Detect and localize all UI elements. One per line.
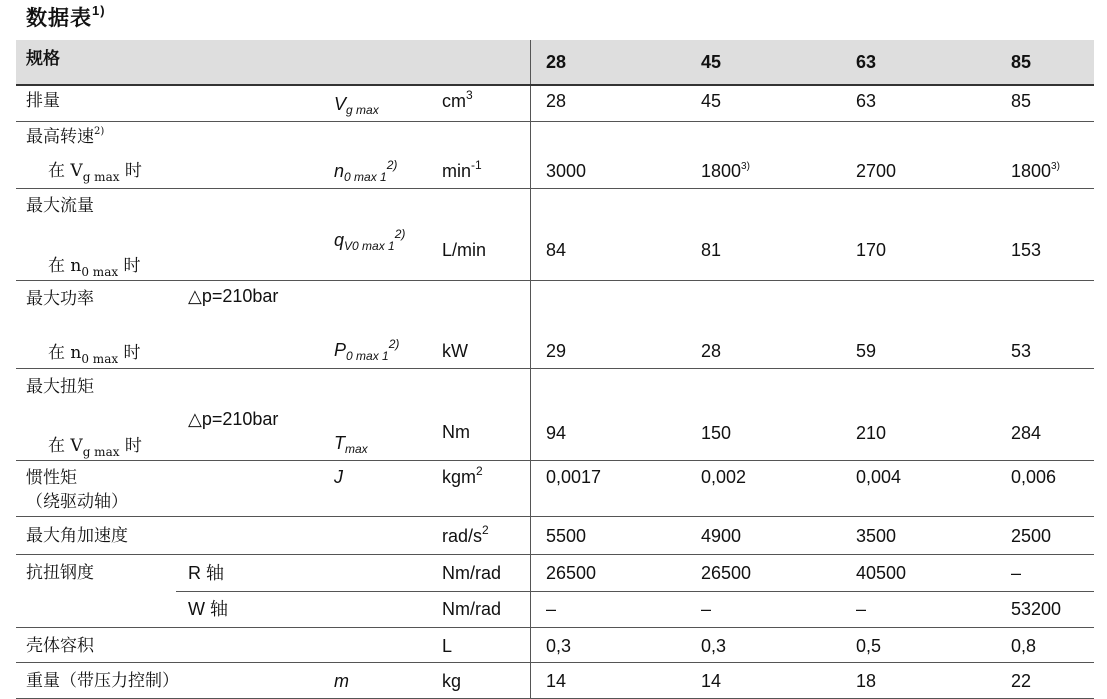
value-cell: 0,3 (546, 636, 572, 656)
row-label: 最大角加速度 (26, 526, 128, 546)
table-row-stiffness-r (16, 555, 1094, 591)
title-text: 数据表 (26, 7, 92, 30)
row-symbol: J (334, 467, 343, 487)
row-symbol: $P_{0 max 1}^{2)}$ (334, 337, 400, 363)
header-label: 规格 (26, 49, 60, 69)
row-unit: Nm/rad (442, 599, 502, 619)
row-unit: Nm (442, 422, 470, 442)
header-size-28: 28 (546, 52, 567, 72)
value-cell: – (546, 599, 557, 619)
value-cell: 2500 (1011, 526, 1052, 546)
row-unit: kW (442, 341, 468, 361)
value-cell: 0,0017 (546, 467, 602, 487)
axis-label-w: W 轴 (188, 599, 228, 619)
row-unit: rad/$s^2$ (442, 523, 489, 546)
value-cell: 84 (546, 240, 567, 260)
table-row-max-flow (16, 189, 1094, 280)
table-row-inertia (16, 461, 1094, 516)
value-cell: 85 (1011, 91, 1032, 111)
value-cell: 5500 (546, 526, 587, 546)
value-cell: 81 (701, 240, 722, 260)
value-cell: 45 (701, 91, 722, 111)
value-cell: 59 (856, 341, 877, 361)
value-cell: 28 (701, 341, 722, 361)
row-symbol: $q_{V0 max 1}^{2)}$ (334, 227, 406, 253)
value-cell: 0,002 (701, 467, 747, 487)
row-label: 惯性矩 (26, 468, 77, 488)
row-unit: L/min (442, 240, 487, 260)
value-cell: 14 (546, 671, 567, 691)
value-cell: 170 (856, 240, 887, 260)
row-label: 重量（带压力控制） (26, 671, 179, 691)
row-label: 抗扭钢度 (26, 563, 94, 583)
table-row-max-speed (16, 122, 1094, 188)
table-header-row (16, 40, 1094, 84)
table-row-max-torque (16, 369, 1094, 460)
row-unit: Nm/rad (442, 563, 502, 583)
header-size-85: 85 (1011, 52, 1032, 72)
value-cell: 1800$^{3)}$ (701, 161, 750, 181)
value-cell: 4900 (701, 526, 742, 546)
value-cell: 0,006 (1011, 467, 1057, 487)
value-cell: – (701, 599, 712, 619)
value-cell: 0,5 (856, 636, 882, 656)
header-size-45: 45 (701, 52, 722, 72)
value-cell: 53 (1011, 341, 1032, 361)
row-sub-label: 在 $n_{0 max}$ 时 (48, 256, 141, 279)
row-unit: kgm$^2$ (442, 464, 483, 487)
value-cell: 1800$^{3)}$ (1011, 161, 1060, 181)
value-cell: 2700 (856, 161, 897, 181)
row-label: 最大流量 (26, 196, 94, 216)
table-row-case-volume (16, 628, 1094, 662)
row-unit: $cm^3$ (442, 88, 473, 111)
table-row-stiffness-w (16, 592, 1094, 627)
row-symbol: $T_{max}$ (334, 433, 368, 456)
row-label: 壳体容积 (26, 636, 94, 656)
row-label: 最大功率 (26, 289, 94, 309)
value-cell: – (856, 599, 867, 619)
table-row-displacement (16, 85, 1094, 121)
value-cell: 284 (1011, 423, 1042, 443)
value-cell: 53200 (1011, 599, 1062, 619)
value-cell: – (1011, 563, 1022, 583)
table-row-angular-acceleration (16, 517, 1094, 554)
value-cell: 18 (856, 671, 877, 691)
value-cell: 0,3 (701, 636, 727, 656)
row-unit: L (442, 636, 453, 656)
value-cell: 29 (546, 341, 567, 361)
row-unit: $\min^{-1}$ (442, 158, 482, 181)
row-condition: △p=210bar (188, 409, 279, 429)
value-cell: 26500 (701, 563, 752, 583)
value-cell: 26500 (546, 563, 597, 583)
value-cell: 14 (701, 671, 722, 691)
row-label: 排量 (26, 91, 60, 111)
table-row-weight (16, 663, 1094, 699)
value-cell: 3000 (546, 161, 587, 181)
axis-label-r: R 轴 (188, 563, 224, 583)
row-label-secondary: （绕驱动轴） (26, 492, 128, 512)
title-footnote: 1) (92, 3, 106, 18)
page-title (26, 2, 106, 32)
row-symbol: $n_{0 max 1}^{2)}$ (334, 158, 398, 184)
row-symbol: $V_{g max}$ (334, 94, 379, 117)
value-cell: 0,004 (856, 467, 902, 487)
value-cell: 0,8 (1011, 636, 1037, 656)
row-sub-label: 在 $V_{g max}$ 时 (48, 161, 142, 184)
row-condition: △p=210bar (188, 286, 279, 306)
table-row-max-power (16, 281, 1094, 368)
value-cell: 3500 (856, 526, 897, 546)
value-cell: 28 (546, 91, 567, 111)
value-cell: 40500 (856, 563, 907, 583)
row-label: 最大扭矩 (26, 377, 94, 397)
value-cell: 22 (1011, 671, 1032, 691)
row-sub-label: 在 $n_{0 max}$ 时 (48, 343, 141, 366)
value-cell: 150 (701, 423, 732, 443)
header-size-63: 63 (856, 52, 877, 72)
value-cell: 63 (856, 91, 877, 111)
value-cell: 153 (1011, 240, 1042, 260)
row-unit: kg (442, 671, 462, 691)
row-sub-label: 在 $V_{g max}$ 时 (48, 436, 142, 459)
row-symbol: m (334, 671, 349, 691)
row-label: 最高转速$^{2)}$ (26, 126, 105, 147)
value-cell: 210 (856, 423, 887, 443)
value-cell: 94 (546, 423, 567, 443)
